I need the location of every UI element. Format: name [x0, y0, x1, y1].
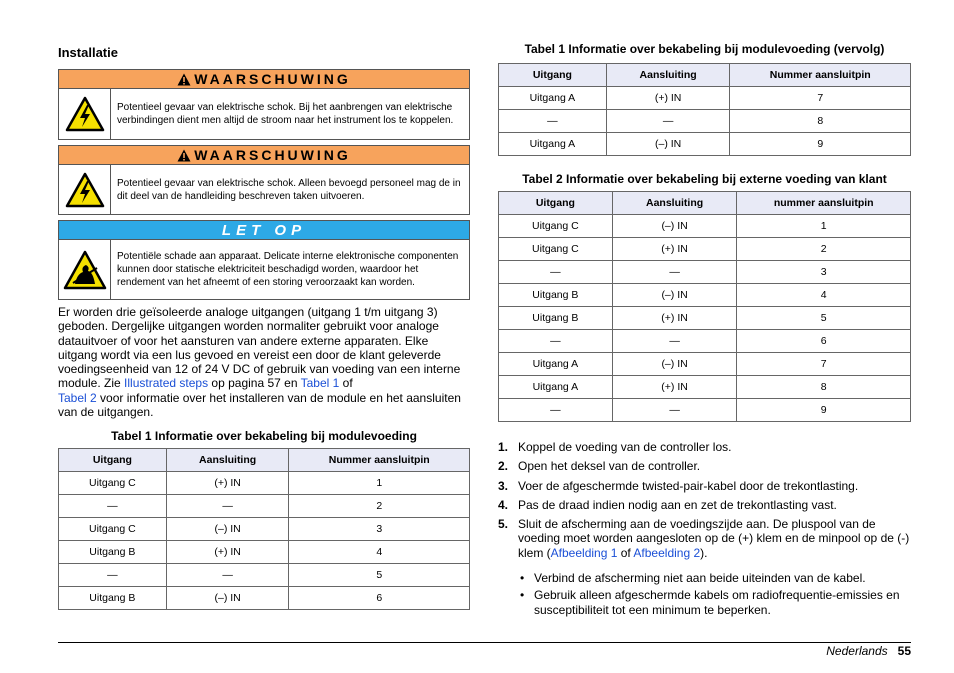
table-row — [499, 330, 911, 353]
step-text: Voer de afgeschermde twisted-pair-kabel door de trekontlasting. — [518, 478, 859, 493]
table1 — [58, 448, 470, 610]
step-number: 1. — [498, 440, 509, 454]
table-cell: 3 — [737, 261, 911, 284]
table-cell: 4 — [289, 541, 470, 564]
table1-cont — [498, 63, 911, 156]
table-row — [499, 376, 911, 399]
footer-language: Nederlands — [826, 644, 888, 658]
table-row — [499, 87, 911, 110]
table-cell: Uitgang B — [499, 307, 613, 330]
notice-text: Potentiële schade aan apparaat. Delicate interne elektronische componenten kunnen door statische elektriciteit beschadigd worden, waardoor het rendement van het afneemt of een storing veroorzaakt kan worden. — [117, 251, 459, 288]
table-cell: 9 — [730, 133, 911, 156]
table-cell: 9 — [737, 399, 911, 422]
bullet-icon: • — [520, 571, 525, 585]
table-cell: — — [606, 110, 730, 133]
step-text: Sluit de afscherming aan de voedingszijde aan. De pluspool van de voeding moet worden aangesloten op de (+) klem en de minpool op de (-) klem ( — [518, 517, 910, 560]
table-header: nummer aansluitpin — [737, 192, 911, 215]
warning-text-2: Potentieel gevaar van elektrische schok. Alleen bevoegd personeel mag de in dit deel van de handleiding beschreven taken uitvoeren. — [117, 177, 461, 202]
warning-box-1 — [58, 69, 470, 140]
bullet-text: Verbind de afscherming niet aan beide uiteinden van de kabel. — [534, 571, 866, 585]
table-header: Aansluiting — [166, 449, 289, 472]
warning-box-2 — [58, 145, 470, 215]
tabel-1-link[interactable]: Tabel 1 — [300, 376, 340, 391]
table-header: Aansluiting — [612, 192, 737, 215]
bullet-list — [520, 571, 911, 620]
table-cell: (+) IN — [166, 541, 289, 564]
table-row — [499, 307, 911, 330]
table-row — [59, 495, 470, 518]
table-cell: (–) IN — [166, 518, 289, 541]
table-row — [59, 541, 470, 564]
warning-triangle-icon — [177, 73, 191, 86]
step-number: 2. — [498, 459, 509, 474]
list-item — [520, 588, 911, 617]
list-item — [498, 517, 911, 560]
table-cell: Uitgang C — [59, 518, 167, 541]
list-item — [498, 459, 911, 473]
intro-text: of — [339, 376, 353, 391]
table-cell: 7 — [730, 87, 911, 110]
table-cell: — — [166, 564, 289, 587]
table-cell: — — [166, 495, 289, 518]
warning-header-label: WAARSCHUWING — [194, 147, 351, 163]
electric-shock-icon — [59, 165, 111, 214]
table-cell: (–) IN — [612, 353, 737, 376]
list-item — [520, 571, 911, 585]
table-cell: (+) IN — [612, 376, 737, 399]
footer-divider — [58, 642, 911, 643]
table-row — [59, 472, 470, 495]
table-cell: — — [59, 495, 167, 518]
table-cell: 1 — [737, 215, 911, 238]
steps-list — [498, 440, 911, 565]
table1-caption: Tabel 1 Informatie over bekabeling bij modulevoeding — [111, 429, 417, 443]
table-header: Aansluiting — [606, 64, 730, 87]
table-cell: (+) IN — [612, 307, 737, 330]
table-cell: (+) IN — [612, 238, 737, 261]
table-cell: Uitgang C — [59, 472, 167, 495]
step-text-5 — [518, 517, 911, 560]
table-cell: 8 — [730, 110, 911, 133]
table-row — [499, 399, 911, 422]
step-text: ). — [700, 545, 708, 560]
table-cell: 6 — [289, 587, 470, 610]
table-cell: 2 — [737, 238, 911, 261]
warning-text-1: Potentieel gevaar van elektrische schok. Bij het aanbrengen van elektrische verbindingen dient men altijd de stroom naar het instrument los te koppelen. — [117, 102, 454, 126]
table-cell: (–) IN — [606, 133, 730, 156]
table-row — [499, 284, 911, 307]
table-cell: Uitgang B — [59, 587, 167, 610]
table-row — [499, 215, 911, 238]
table-cell: — — [499, 399, 613, 422]
table-cell: (+) IN — [166, 472, 289, 495]
step-number: 5. — [498, 517, 509, 532]
table-cell: (–) IN — [612, 284, 737, 307]
section-title: Installatie — [58, 45, 118, 60]
table-cell: (+) IN — [606, 87, 730, 110]
warning-triangle-icon — [177, 149, 191, 162]
intro-text: op pagina 57 en — [208, 376, 301, 391]
list-item — [498, 498, 911, 512]
table-cell: Uitgang A — [499, 376, 613, 399]
table-row — [499, 238, 911, 261]
table-cell: 4 — [737, 284, 911, 307]
bullet-text: Gebruik alleen afgeschermde kabels om radiofrequentie-emissies en susceptibiliteit tot een minimum te beperken. — [534, 588, 900, 617]
table-cell: 5 — [737, 307, 911, 330]
table-cell: 6 — [737, 330, 911, 353]
table-cell: 3 — [289, 518, 470, 541]
intro-text: Er worden drie geïsoleerde analoge uitgangen (uitgang 1 t/m uitgang 3) geboden. Dergelijke uitgangen worden normaliter gebruikt voor analoge datauitvoer of voor het aansturen van andere externe apparaten. Elke uitgang wordt via een lus gevoed en vereist een door de klant geleverde voedingseenheid van 12 of 24 V DC of gebruik van voeding van een interne module. Zie — [58, 305, 461, 391]
warning-header-1 — [59, 70, 469, 89]
table-row — [499, 133, 911, 156]
list-item — [498, 479, 911, 493]
table-cell: (–) IN — [612, 215, 737, 238]
table2 — [498, 191, 911, 422]
illustrated-steps-link[interactable]: Illustrated steps — [124, 376, 209, 391]
step-text: Open het deksel van de controller. — [518, 459, 701, 474]
table-cell: 7 — [737, 353, 911, 376]
step-text: Pas de draad indien nodig aan en zet de trekontlasting vast. — [518, 497, 837, 512]
page-number: 55 — [897, 644, 911, 658]
table-cell: Uitgang A — [499, 353, 613, 376]
table-cell: Uitgang C — [499, 215, 613, 238]
table-cell: 8 — [737, 376, 911, 399]
step-number: 4. — [498, 497, 509, 512]
table-cell: — — [612, 399, 737, 422]
tabel-2-link[interactable]: Tabel 2 — [58, 390, 97, 405]
bullet-icon: • — [520, 588, 525, 603]
table-cell: — — [612, 330, 737, 353]
table-cell: Uitgang B — [499, 284, 613, 307]
esd-warning-icon — [59, 240, 111, 299]
table-header: Nummer aansluitpin — [730, 64, 911, 87]
table-header: Uitgang — [499, 192, 613, 215]
step-text: Koppel de voeding van de controller los. — [518, 440, 732, 454]
table2-caption: Tabel 2 Informatie over bekabeling bij externe voeding van klant — [522, 172, 887, 186]
table-cell: — — [499, 110, 607, 133]
table-row — [499, 353, 911, 376]
table1-cont-caption: Tabel 1 Informatie over bekabeling bij modulevoeding (vervolg) — [524, 42, 885, 56]
warning-header-label: WAARSCHUWING — [194, 71, 351, 87]
table-cell: Uitgang B — [59, 541, 167, 564]
step-number: 3. — [498, 478, 509, 493]
list-item — [498, 440, 911, 454]
notice-header: LET OP — [59, 221, 469, 240]
table-cell: (–) IN — [166, 587, 289, 610]
afbeelding-1-link[interactable]: Afbeelding 1 — [550, 545, 618, 560]
table-cell: 5 — [289, 564, 470, 587]
table-header: Nummer aansluitpin — [289, 449, 470, 472]
table-header: Uitgang — [499, 64, 607, 87]
table-row — [59, 518, 470, 541]
table-row — [499, 261, 911, 284]
table-cell: Uitgang C — [499, 238, 613, 261]
table-row — [59, 564, 470, 587]
afbeelding-2-link[interactable]: Afbeelding 2 — [633, 545, 701, 560]
notice-box — [58, 220, 470, 300]
table-cell: — — [499, 261, 613, 284]
table-cell: 1 — [289, 472, 470, 495]
table-header: Uitgang — [59, 449, 167, 472]
table-cell: — — [612, 261, 737, 284]
table-cell: — — [59, 564, 167, 587]
intro-text: voor informatie over het installeren van de module en het aansluiten van de uitgangen. — [58, 390, 461, 420]
warning-header-2 — [59, 146, 469, 165]
electric-shock-icon — [59, 89, 111, 139]
table-row — [59, 587, 470, 610]
step-text: of — [617, 545, 634, 560]
table-row — [499, 110, 911, 133]
table-cell: Uitgang A — [499, 133, 607, 156]
table-cell: 2 — [289, 495, 470, 518]
table-cell: — — [499, 330, 613, 353]
page-footer — [826, 644, 911, 658]
intro-paragraph — [58, 305, 470, 419]
table-cell: Uitgang A — [499, 87, 607, 110]
